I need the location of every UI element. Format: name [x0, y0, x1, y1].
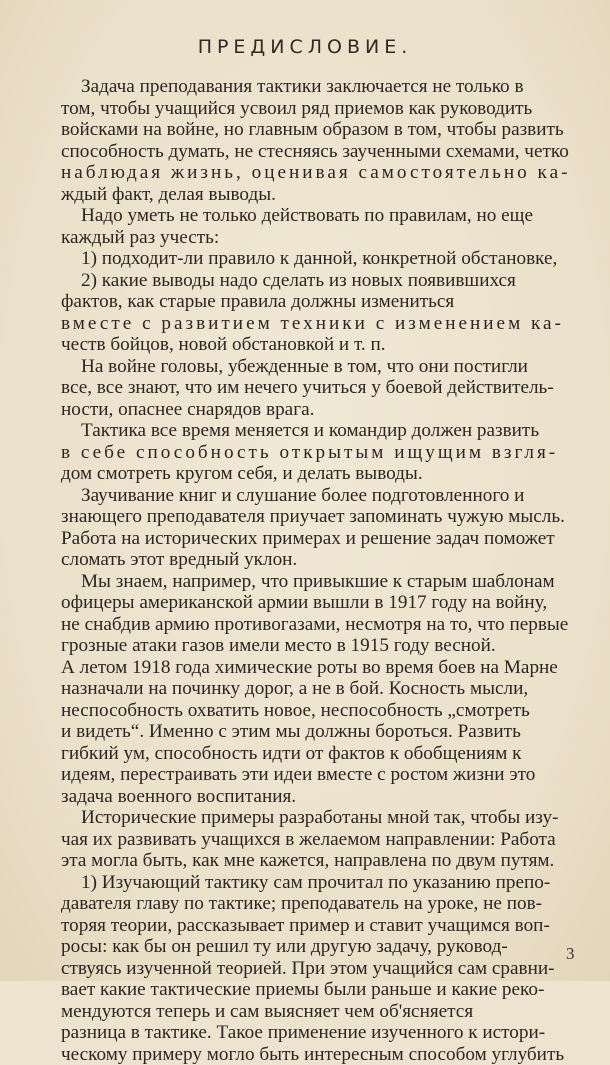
text-line: росы: как бы он решил ту или другую задачу, руковод-	[61, 936, 575, 958]
text-line: каждый раз учесть:	[61, 227, 575, 249]
text-line: ческому примеру могло быть интересным способом углубить	[61, 1044, 575, 1065]
text-line: Работа на исторических примерах и решение задач поможет	[61, 528, 575, 550]
text-line: и видеть“. Именно с этим мы должны бороться. Развить	[61, 721, 575, 743]
text-line: способность думать, не стесняясь заученными схемами, четко	[61, 141, 575, 163]
text-line: вместе с развитием техники с изменением ка-	[61, 313, 575, 335]
text-line: эта могла быть, как мне кажется, направлена по двум путям.	[61, 850, 575, 872]
text-line: ствуясь изученной теорией. При этом учащийся сам сравни-	[61, 958, 575, 980]
text-line: разница в тактике. Такое применение изученного к истори-	[61, 1022, 575, 1044]
text-line: грозные атаки газов имели место в 1915 году весной.	[61, 635, 575, 657]
text-line: На войне головы, убежденные в том, что они постигли	[61, 356, 575, 378]
text-line: Надо уметь не только действовать по правилам, но еще	[61, 205, 575, 227]
text-line: том, чтобы учащийся усвоил ряд приемов как руководить	[61, 98, 575, 120]
text-line: 1) Изучающий тактику сам прочитал по указанию препо-	[61, 872, 575, 894]
text-line: знающего преподавателя приучает запоминать чужую мысль.	[61, 506, 575, 528]
text-line: чая их развивать учащихся в желаемом направлении: Работа	[61, 829, 575, 851]
text-line: задача военного воспитания.	[61, 786, 575, 808]
text-line: войсками на войне, но главным образом в том, чтобы развить	[61, 119, 575, 141]
body-text	[61, 76, 575, 1065]
text-line: вает какие тактические приемы были раньше и какие реко-	[61, 979, 575, 1001]
text-line: не снабдив армию противогазами, несмотря на то, что первые	[61, 614, 575, 636]
text-line: Тактика все время меняется и командир должен развить	[61, 420, 575, 442]
text-line: Задача преподавания тактики заключается не только в	[61, 76, 575, 98]
page-title: ПРЕДИСЛОВИЕ.	[0, 36, 610, 58]
text-line: дом смотреть кругом себя, и делать выводы.	[61, 463, 575, 485]
text-line: гибкий ум, способность идти от фактов к обобщениям к	[61, 743, 575, 765]
text-line: идеям, перестраивать эти идеи вместе с ростом жизни это	[61, 764, 575, 786]
text-line: в себе способность открытым ищущим взгля-	[61, 442, 575, 464]
text-line: офицеры американской армии вышли в 1917 году на войну,	[61, 592, 575, 614]
text-line: честв бойцов, новой обстановкой и т. п.	[61, 334, 575, 356]
text-line: мендуются теперь и сам выясняет чем об'ясняется	[61, 1001, 575, 1023]
page-number: 3	[566, 944, 575, 964]
text-line: давателя главу по тактике; преподаватель на уроке, не пов-	[61, 893, 575, 915]
text-line: ности, опаснее снарядов врага.	[61, 399, 575, 421]
text-line: 2) какие выводы надо сделать из новых появившихся	[61, 270, 575, 292]
text-line: фактов, как старые правила должны измениться	[61, 291, 575, 313]
text-line: А летом 1918 года химические роты во время боев на Марне	[61, 657, 575, 679]
text-line: назначали на починку дорог, а не в бой. Косность мысли,	[61, 678, 575, 700]
text-line: ждый факт, делая выводы.	[61, 184, 575, 206]
text-line: торяя теории, рассказывает пример и ставит учащимся воп-	[61, 915, 575, 937]
text-line: сломать этот вредный уклон.	[61, 549, 575, 571]
text-line: Исторические примеры разработаны мной так, чтобы изу-	[61, 807, 575, 829]
text-line: все, все знают, что им нечего учиться у боевой действитель-	[61, 377, 575, 399]
text-line: неспособность охватить новое, неспособность „смотреть	[61, 700, 575, 722]
text-line: Мы знаем, например, что привыкшие к старым шаблонам	[61, 571, 575, 593]
text-line: наблюдая жизнь, оценивая самостоятельно ка-	[61, 162, 575, 184]
text-line: Заучивание книг и слушание более подготовленного и	[61, 485, 575, 507]
text-line: 1) подходит-ли правило к данной, конкретной обстановке,	[61, 248, 575, 270]
